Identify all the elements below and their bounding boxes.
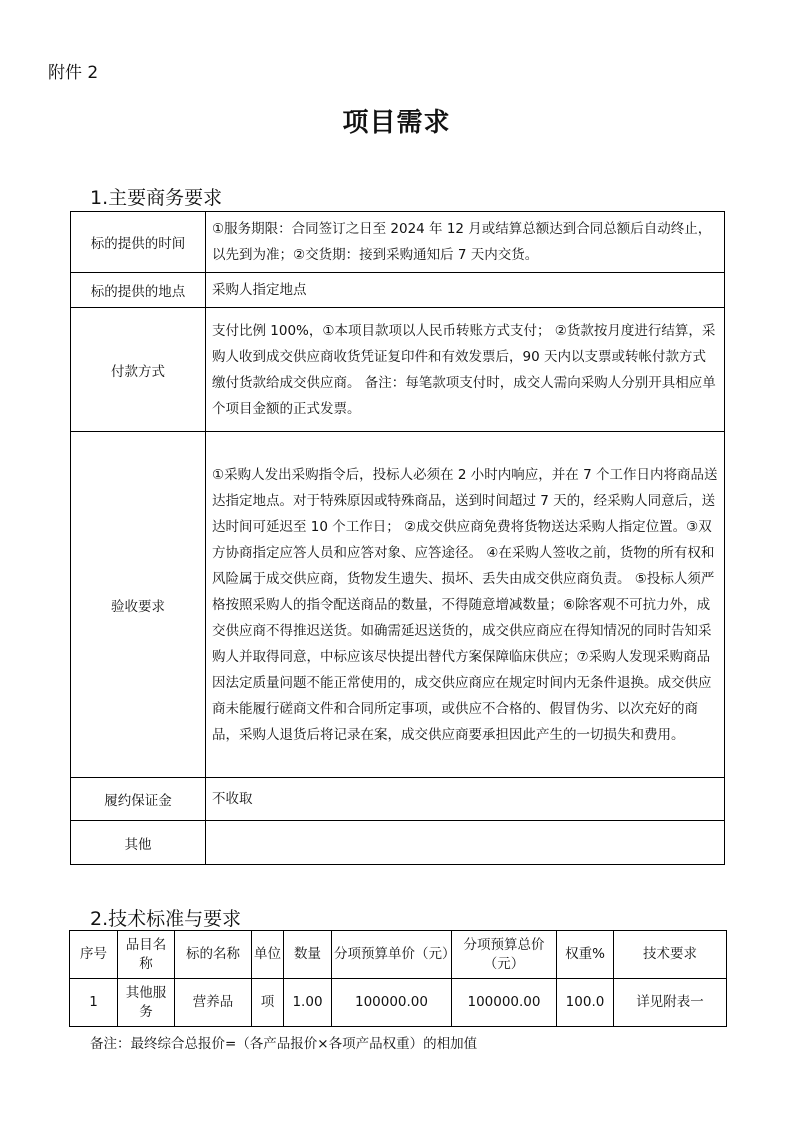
cell-tech-req: 详见附表一 (614, 979, 727, 1027)
row-label: 标的提供的地点 (71, 273, 206, 308)
cell-name: 营养品 (175, 979, 252, 1027)
footnote: 备注：最终综合总报价=（各产品报价×各项产品权重）的相加值 (90, 1036, 478, 1052)
business-requirements-table (70, 211, 725, 865)
row-label: 验收要求 (71, 432, 206, 778)
table-row (71, 778, 725, 821)
header-cell-total-price: 分项预算总价（元） (452, 931, 557, 979)
cell-qty: 1.00 (284, 979, 332, 1027)
header-cell-tech-req: 技术要求 (614, 931, 727, 979)
header-cell-qty: 数量 (284, 931, 332, 979)
cell-unit: 项 (252, 979, 284, 1027)
cell-unit-price: 100000.00 (332, 979, 452, 1027)
table-row (71, 212, 725, 273)
attachment-label: 附件 2 (48, 63, 99, 83)
row-label: 付款方式 (71, 308, 206, 432)
cell-no: 1 (70, 979, 118, 1027)
section1-heading: 1.主要商务要求 (90, 187, 223, 209)
header-cell-unit: 单位 (252, 931, 284, 979)
table-row (71, 308, 725, 432)
cell-category: 其他服务 (118, 979, 175, 1027)
table-row (71, 273, 725, 308)
page-title: 项目需求 (342, 108, 451, 138)
technical-requirements-table (69, 930, 727, 1027)
header-cell-name: 标的名称 (175, 931, 252, 979)
cell-total-price: 100000.00 (452, 979, 557, 1027)
row-value: 不收取 (206, 778, 725, 821)
header-cell-category: 品目名称 (118, 931, 175, 979)
header-cell-no: 序号 (70, 931, 118, 979)
row-value: ①采购人发出采购指令后，投标人必须在 2 小时内响应，并在 7 个工作日内将商品送达指定地点。对于特殊原因或特殊商品，送到时间超过 7 天的，经采购人同意后，送达时间可延迟至 10 个工作日； ②成交供应商免费将货物送达采购人指定位置。③双方协商指定应答人员和应答对象、应答途径。 ④在采购人签收之前，货物的所有权和风险属于成交供应商，货物发生遗失、损坏、丢失由成交供应商负责。 ⑤投标人须严格按照采购人的指令配送商品的数量，不得随意增减数量；⑥除客观不可抗力外，成交供应商不得推迟送货。如确需延迟送货的，成交供应商应在得知情况的同时告知采购人并取得同意，中标应该尽快提出替代方案保障临床供应；⑦采购人发现采购商品因法定质量问题不能正常使用的，成交供应商应在规定时间内无条件退换。成交供应商未能履行磋商文件和合同所定事项，或供应不合格的、假冒伪劣、以次充好的商品，采购人退货后将记录在案，成交供应商要承担因此产生的一切损失和费用。 (206, 432, 725, 778)
row-label: 其他 (71, 821, 206, 865)
table-header-row (70, 931, 727, 979)
row-value (206, 821, 725, 865)
table-row (71, 821, 725, 865)
row-label: 标的提供的时间 (71, 212, 206, 273)
header-cell-weight: 权重% (557, 931, 614, 979)
row-value: 采购人指定地点 (206, 273, 725, 308)
header-cell-unit-price: 分项预算单价（元） (332, 931, 452, 979)
table-row (71, 432, 725, 778)
row-label: 履约保证金 (71, 778, 206, 821)
row-value: 支付比例 100%，①本项目款项以人民币转账方式支付； ②货款按月度进行结算，采购人收到成交供应商收货凭证复印件和有效发票后，90 天内以支票或转帐付款方式缴付货款给成交供应商。 备注：每笔款项支付时，成交人需向采购人分别开具相应单个项目金额的正式发票。 (206, 308, 725, 432)
row-value: ①服务期限：合同签订之日至 2024 年 12 月或结算总额达到合同总额后自动终止，以先到为准；②交货期：接到采购通知后 7 天内交货。 (206, 212, 725, 273)
table-row (70, 979, 727, 1027)
cell-weight: 100.0 (557, 979, 614, 1027)
section2-heading: 2.技术标准与要求 (90, 908, 242, 930)
